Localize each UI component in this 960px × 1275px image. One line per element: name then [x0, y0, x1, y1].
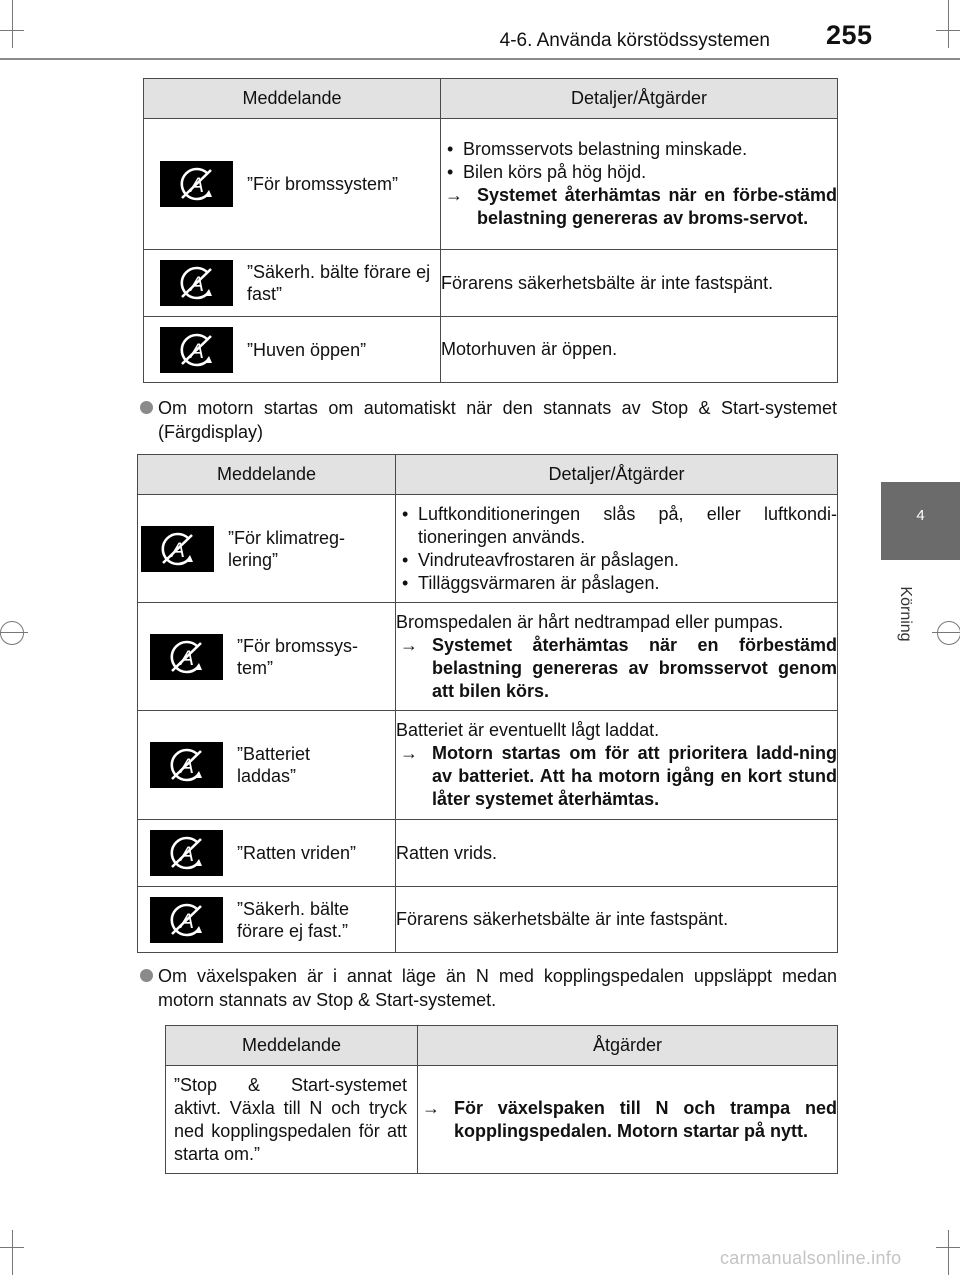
- table-row: [138, 820, 838, 887]
- table-row: [138, 495, 838, 603]
- details-cell: [441, 317, 838, 383]
- detail-bullet: • Bromsservots belastning minskade.: [441, 138, 837, 161]
- section-title: 4-6. Använda körstödssystemen: [499, 30, 770, 51]
- message-cell: [166, 1066, 418, 1174]
- stop-start-off-glyph: [164, 900, 210, 940]
- crop-mark: [948, 0, 949, 48]
- svg-text:A: A: [170, 538, 185, 562]
- message-text: ”Säkerh. bälte förare ej fast”: [247, 262, 431, 304]
- crop-mark: [932, 632, 960, 633]
- svg-text:A: A: [179, 909, 194, 933]
- table-row: [166, 1066, 838, 1174]
- detail-text: Förarens säkerhetsbälte är inte fastspänt.: [396, 909, 729, 929]
- svg-text:A: A: [189, 174, 204, 197]
- action-text: → Systemet återhämtas när en förbe-stämd belastning genereras av broms-servot.: [441, 184, 837, 230]
- header-rule: [0, 58, 960, 60]
- table-header-row: [138, 455, 838, 495]
- message-cell: [144, 119, 441, 250]
- message-table-2: [137, 454, 838, 953]
- stop-start-off-glyph: [174, 330, 220, 370]
- crop-mark: [948, 1230, 949, 1275]
- table-row: [144, 250, 838, 317]
- table-row: [138, 711, 838, 820]
- message-text: ”För bromssystem”: [247, 174, 399, 194]
- message-text: ”Batteriet laddas”: [237, 744, 311, 786]
- bullet-dot: [140, 969, 153, 982]
- message-table-1: [143, 78, 838, 383]
- action-text: → Motorn startas om för att prioritera ladd-ning av batteriet. Att ha motorn igång en kort stund låter systemet återhämtas.: [396, 742, 837, 811]
- table-header-row: [144, 79, 838, 119]
- crop-mark: [12, 0, 13, 48]
- message-text: ”Stop & Start-systemet aktivt. Växla till N och tryck ned kopplingspedalen för att starta om.”: [174, 1074, 407, 1164]
- column-header-message: Meddelande: [144, 79, 441, 119]
- svg-text:A: A: [189, 273, 204, 296]
- column-header-message: Meddelande: [138, 455, 396, 495]
- table-row: [138, 603, 838, 711]
- paragraph-text: Om motorn startas om automatiskt när den stannats av Stop & Start-systemet (Färgdisplay): [158, 398, 837, 442]
- column-header-details: Detaljer/Åtgärder: [441, 79, 838, 119]
- table-row: [144, 317, 838, 383]
- chapter-label: Körning: [897, 586, 914, 642]
- message-text: ”Huven öppen”: [247, 339, 367, 360]
- detail-text: Batteriet är eventuellt lågt laddat.: [396, 720, 660, 740]
- stop-start-off-glyph: [174, 164, 220, 204]
- message-cell: [138, 603, 396, 711]
- message-cell: [138, 711, 396, 820]
- bullet-dot: [140, 401, 153, 414]
- details-cell: [396, 495, 838, 603]
- stop-start-off-glyph: [155, 529, 201, 569]
- message-text: ”Ratten vriden”: [237, 843, 357, 863]
- details-cell: [441, 119, 838, 250]
- bullet-paragraph: [158, 964, 837, 1012]
- message-text: ”Säkerh. bälte förare ej fast.”: [237, 898, 350, 941]
- details-cell: [418, 1066, 838, 1174]
- svg-text:A: A: [179, 755, 194, 778]
- details-cell: [441, 250, 838, 317]
- column-header-details: Detaljer/Åtgärder: [396, 455, 838, 495]
- stop-start-off-icon: [150, 634, 223, 680]
- paragraph-text: Om växelspaken är i annat läge än N med kopplingspedalen uppsläppt medan motorn stannats av Stop & Start-systemet.: [158, 966, 837, 1010]
- page-number: 255: [826, 20, 873, 50]
- table-row: [138, 887, 838, 953]
- stop-start-off-icon: [150, 742, 223, 788]
- svg-text:A: A: [179, 843, 194, 866]
- message-cell: [144, 250, 441, 317]
- watermark: carmanualsonline.info: [720, 1248, 902, 1268]
- crop-mark: [12, 1230, 13, 1275]
- details-cell: [396, 887, 838, 953]
- details-cell: [396, 820, 838, 887]
- detail-text: Bromspedalen är hårt nedtrampad eller pumpas.: [396, 611, 784, 632]
- crop-mark: [937, 621, 960, 645]
- crop-mark: [0, 621, 24, 645]
- details-cell: [396, 711, 838, 820]
- stop-start-off-icon: [150, 830, 223, 876]
- action-text: → För växelspaken till N och trampa ned kopplingspedalen. Motorn startar på nytt.: [418, 1097, 837, 1143]
- detail-bullet: • Tilläggsvärmaren är påslagen.: [396, 572, 837, 595]
- crop-mark: [0, 632, 28, 633]
- message-text: ”För bromssys-tem”: [237, 635, 358, 678]
- stop-start-off-icon: [141, 526, 214, 572]
- message-table-3: [165, 1025, 838, 1174]
- stop-start-off-glyph: [164, 637, 210, 677]
- detail-text: Motorhuven är öppen.: [441, 339, 618, 359]
- stop-start-off-glyph: [164, 745, 210, 785]
- stop-start-off-icon: [160, 260, 233, 306]
- detail-text: Förarens säkerhetsbälte är inte fastspänt.: [441, 272, 774, 293]
- detail-text: Ratten vrids.: [396, 842, 498, 863]
- bullet-paragraph: [158, 396, 837, 444]
- details-cell: [396, 603, 838, 711]
- chapter-number: 4: [916, 507, 925, 524]
- stop-start-off-icon: [160, 161, 233, 207]
- action-text: → Systemet återhämtas när en förbestämd belastning genereras av bromsservot genom att bilen körs.: [396, 634, 837, 703]
- stop-start-off-glyph: [164, 833, 210, 873]
- message-cell: [144, 317, 441, 383]
- stop-start-off-icon: [150, 897, 223, 943]
- detail-bullet: • Bilen körs på hög höjd.: [441, 161, 837, 184]
- column-header-message: Meddelande: [166, 1026, 418, 1066]
- table-row: [144, 119, 838, 250]
- stop-start-off-glyph: [174, 263, 220, 303]
- message-cell: [138, 820, 396, 887]
- table-header-row: [166, 1026, 838, 1066]
- detail-bullet: • Vindruteavfrostaren är påslagen.: [396, 549, 837, 572]
- stop-start-off-icon: [160, 327, 233, 373]
- message-text: ”För klimatreg-lering”: [228, 527, 346, 570]
- svg-text:A: A: [189, 339, 204, 363]
- detail-bullet: • Luftkonditioneringen slås på, eller luftkondi-tioneringen används.: [396, 503, 837, 549]
- column-header-action: Åtgärder: [418, 1026, 838, 1066]
- svg-text:A: A: [179, 646, 194, 670]
- message-cell: [138, 495, 396, 603]
- message-cell: [138, 887, 396, 953]
